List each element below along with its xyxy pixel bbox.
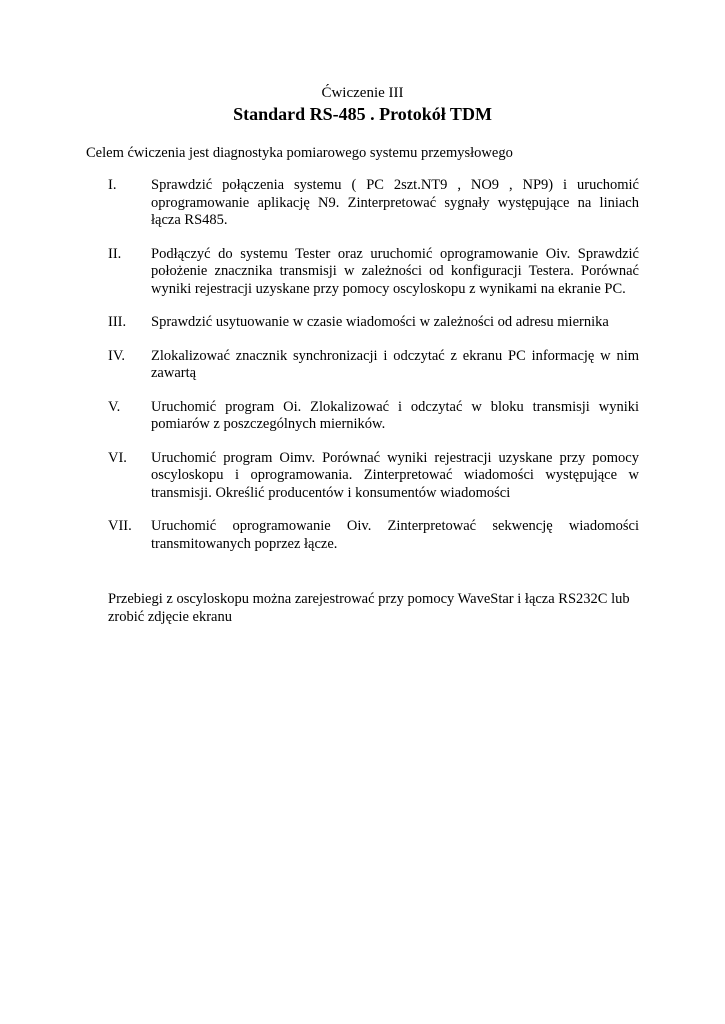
task-list	[0, 177, 725, 569]
task-number: VI.	[108, 449, 127, 466]
task-number: V.	[108, 398, 121, 415]
task-number: IV.	[108, 347, 126, 364]
task-text: Uruchomić program Oimv. Porównać wyniki rejestracji uzyskane przy pomocy oscyloskopu i oprogramowania. Zinterpretować wiadomości występujące w transmisji. Określić producentów i konsumentów wiadomości	[151, 449, 639, 501]
exercise-number: Ćwiczenie III	[321, 85, 404, 101]
task-number: III.	[108, 314, 127, 330]
task-text: Podłączyć do systemu Tester oraz uruchomić oprogramowanie Oiv. Sprawdzić położenie znacznika transmisji w zależności od konfiguracji Testera. Porównać wyniki rejestracji uzyskane przy pomocy oscyloskopu z wynikami na ekranie PC.	[151, 245, 639, 297]
intro-paragraph: Celem ćwiczenia jest diagnostyka pomiarowego systemu przemysłowego	[86, 145, 513, 161]
task-item-3	[0, 314, 725, 332]
task-number: I.	[108, 177, 117, 193]
task-number: VII.	[108, 518, 132, 534]
closing-note: Przebiegi z oscyloskopu można zarejestrować przy pomocy WaveStar i łącza RS232C lub zrobić zdjęcie ekranu	[108, 591, 630, 625]
task-item-5	[0, 399, 725, 434]
task-text: Sprawdzić usytuowanie w czasie wiadomości w zależności od adresu miernika	[151, 314, 609, 330]
task-item-2	[0, 246, 725, 299]
task-text: Zlokalizować znacznik synchronizacji i odczytać z ekranu PC informację w nim zawartą	[151, 347, 639, 381]
task-text: Sprawdzić połączenia systemu ( PC 2szt.NT9 , NO9 , NP9) i uruchomić oprogramowanie aplikację N9. Zinterpretować sygnały występujące na liniach łącza RS485.	[151, 177, 639, 228]
task-item-4	[0, 348, 725, 383]
task-item-7	[0, 518, 725, 553]
task-text: Uruchomić program Oi. Zlokalizować i odczytać w bloku transmisji wyniki pomiarów z poszczególnych mierników.	[151, 398, 639, 432]
task-text: Uruchomić oprogramowanie Oiv. Zinterpretować sekwencję wiadomości transmitowanych poprzez łącze.	[151, 518, 639, 552]
task-number: II.	[108, 245, 122, 262]
document-title: Standard RS-485 . Protokół TDM	[233, 104, 492, 124]
task-item-1	[0, 177, 725, 230]
task-item-6	[0, 450, 725, 503]
